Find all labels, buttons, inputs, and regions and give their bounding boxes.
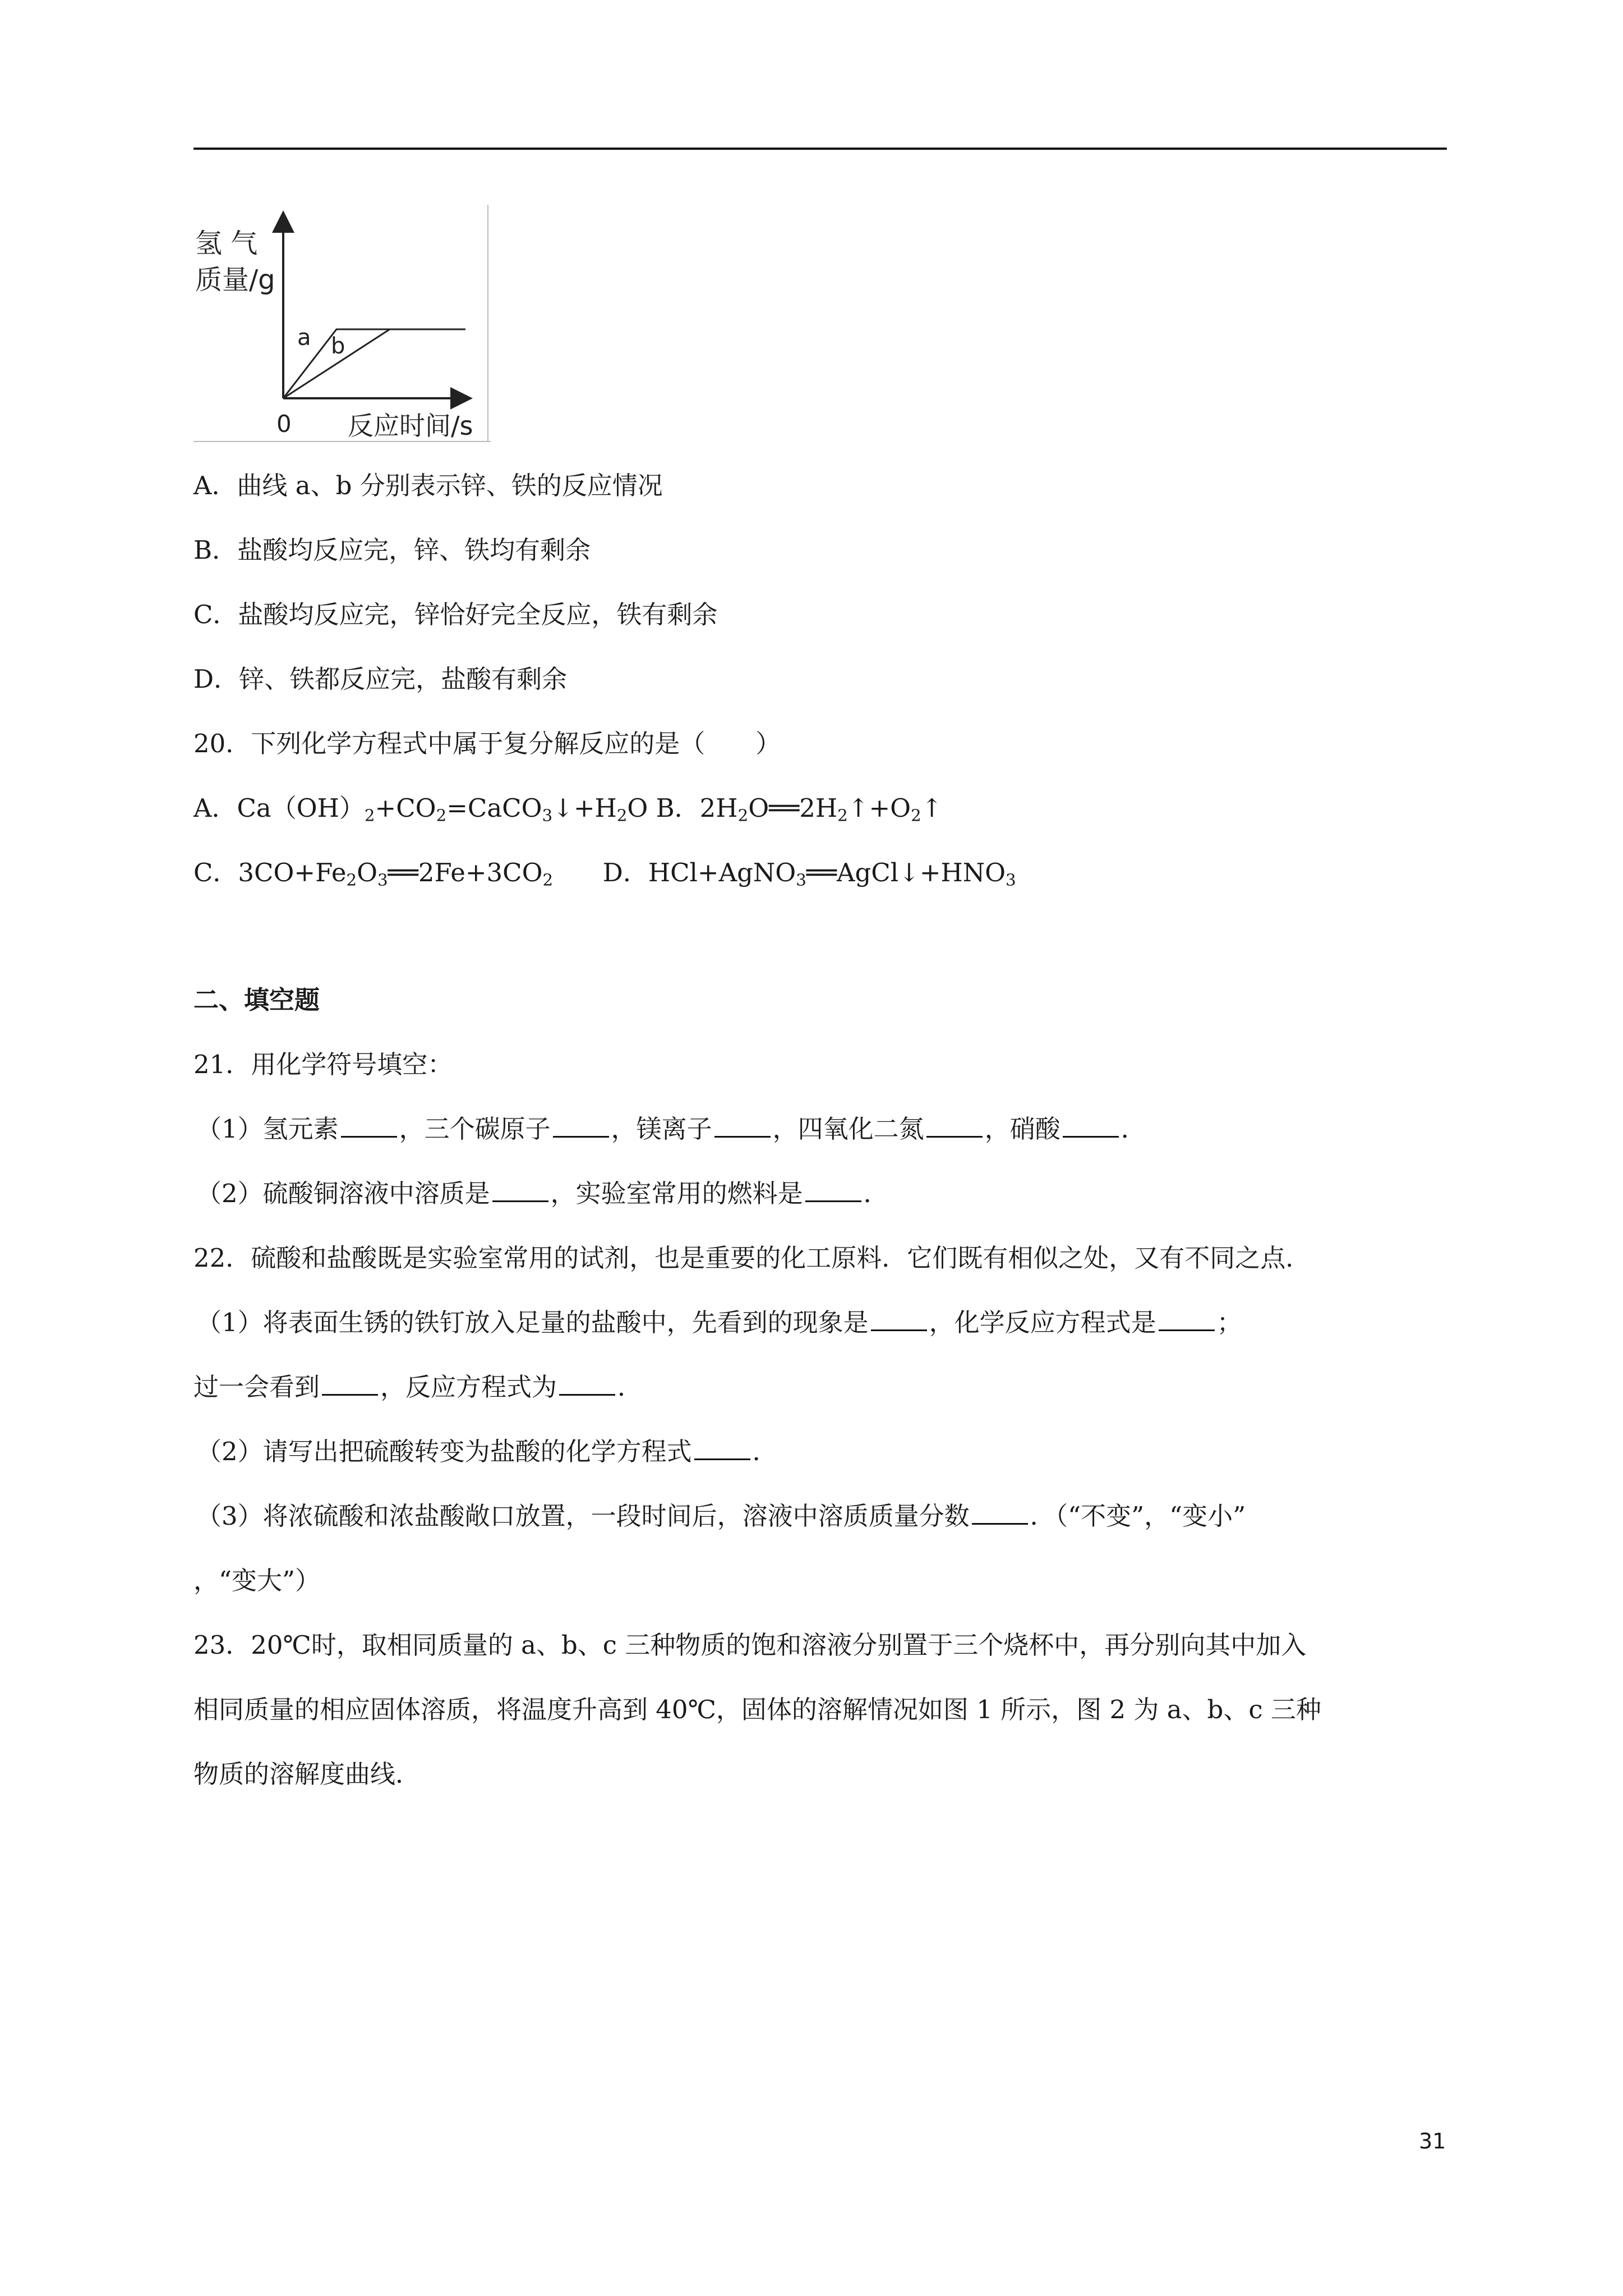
q21-part1: （1）氢元素 ，三个碳原子 ，镁离子 ，四氧化二氮 ，硝酸 ．: [196, 1114, 1146, 1144]
curve-b-label: b: [331, 333, 345, 359]
q22-part3: （3）将浓硫酸和浓盐酸敞口放置，一段时间后，溶液中溶质质量分数 ．（“不变”，“变小”: [196, 1501, 1246, 1531]
origin-label: 0: [276, 410, 292, 438]
q21-part2: （2）硫酸铜溶液中溶质是 ，实验室常用的燃料是 ．: [196, 1179, 889, 1208]
answer-blank[interactable]: [341, 1114, 397, 1138]
q20-option-a: A．$Ca(OH)_2+CO_2=CaCO_3↓+H_2O$: [193, 793, 648, 825]
q20-option-c: C．$3CO+Fe_2O_3══2Fe+3CO_2$: [193, 858, 554, 890]
q23-line2: 相同质量的相应固体溶质，将温度升高到 40℃，固体的溶解情况如图 1 所示，图 2 为 a、b、c 三种: [193, 1695, 1321, 1724]
answer-blank[interactable]: [322, 1372, 378, 1396]
y-label-line2: 质量/g: [195, 264, 275, 296]
y-label-line1: 氢 气: [195, 228, 258, 259]
page-number: 31: [1419, 2129, 1446, 2154]
q20-option-b: B．$2H_2O══2H_2↑+O_2↑$: [656, 793, 943, 825]
q22-part1-cont: 过一会看到 ，反应方程式为 ．: [193, 1372, 643, 1402]
q20-options-ab: [193, 792, 942, 832]
q20-stem: 20．下列化学方程式中属于复分解反应的是（ ）: [193, 729, 781, 758]
q19-option-c: C．盐酸均反应完，锌恰好完全反应，铁有剩余: [193, 600, 718, 629]
answer-blank[interactable]: [694, 1436, 750, 1460]
q21-stem: 21．用化学符号填空：: [193, 1050, 453, 1079]
answer-blank[interactable]: [553, 1114, 609, 1138]
answer-blank[interactable]: [871, 1307, 927, 1331]
answer-blank[interactable]: [492, 1178, 548, 1202]
answer-blank[interactable]: [1159, 1307, 1215, 1331]
q22-part3-cont: ，“变大”）: [193, 1566, 321, 1595]
q20-options-cd: [193, 856, 1016, 896]
answer-blank[interactable]: [714, 1114, 771, 1138]
answer-blank[interactable]: [972, 1501, 1028, 1525]
q23-line1: 23．20℃时，取相同质量的 a、b、c 三种物质的饱和溶液分别置于三个烧杯中，再分别向其中加入: [193, 1630, 1307, 1660]
header-rule: [193, 148, 1447, 150]
q22-part2: （2）请写出把硫酸转变为盐酸的化学方程式 ．: [196, 1437, 778, 1466]
q19-option-d: D．锌、铁都反应完，盐酸有剩余: [193, 664, 568, 694]
answer-blank[interactable]: [559, 1372, 615, 1396]
answer-blank[interactable]: [926, 1114, 983, 1138]
curve-a-label: a: [297, 325, 311, 351]
q20-option-d: D．$HCl+AgNO_3══AgCl↓+HNO_3$: [602, 858, 1016, 890]
q19-option-b: B．盐酸均反应完，锌、铁均有剩余: [193, 535, 591, 565]
q22-stem: 22．硫酸和盐酸既是实验室常用的试剂，也是重要的化工原料．它们既有相似之处，又有不同之点．: [193, 1243, 1311, 1273]
q22-part1: （1）将表面生锈的铁钉放入足量的盐酸中，先看到的现象是 ，化学反应方程式是 ；: [196, 1308, 1242, 1337]
answer-blank[interactable]: [805, 1178, 861, 1202]
section-heading: 二、填空题: [193, 985, 320, 1015]
answer-blank[interactable]: [1063, 1114, 1119, 1138]
x-label: 反应时间/s: [348, 411, 473, 441]
hydrogen-mass-graph: [193, 205, 491, 443]
q23-line3: 物质的溶解度曲线．: [193, 1759, 421, 1789]
q19-option-a: A．曲线 a、b 分别表示锌、铁的反应情况: [193, 471, 663, 500]
